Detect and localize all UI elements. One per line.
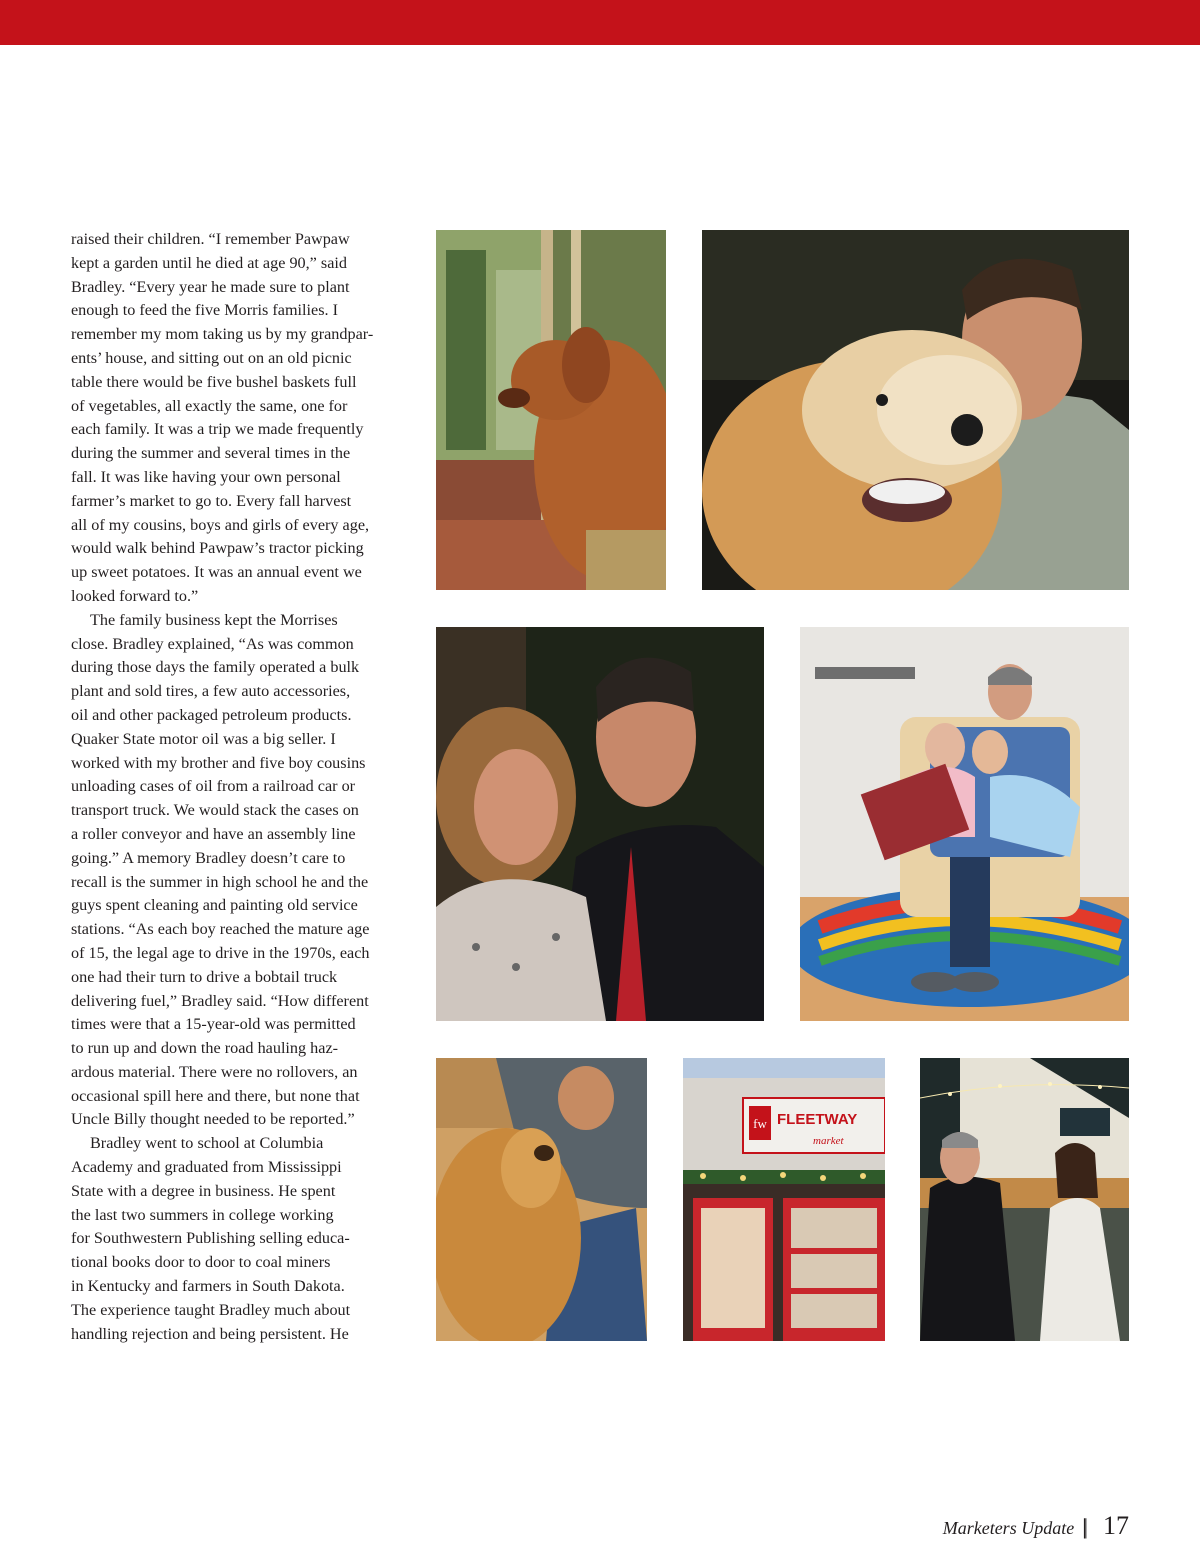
- text-line: unloading cases of oil from a railroad car or: [71, 777, 356, 796]
- text-line: recall is the summer in high school he and the: [71, 872, 369, 891]
- photo-fleetway-storefront: [683, 1058, 885, 1341]
- text-line: Bradley. “Every year he made sure to plant: [71, 277, 350, 296]
- text-line: up sweet potatoes. It was an annual event we: [71, 563, 362, 582]
- text-line: Uncle Billy thought needed to be reported.”: [71, 1110, 355, 1129]
- article-paragraph: [71, 228, 411, 609]
- text-line: a roller conveyor and have an assembly line: [71, 824, 356, 843]
- photo-dog-at-window: [436, 230, 666, 590]
- text-line: each family. It was a trip we made frequently: [71, 420, 364, 439]
- page-number: 17: [1103, 1511, 1129, 1540]
- photo-father-daughter-dance: [920, 1058, 1129, 1341]
- text-line: ardous material. There were no rollovers, an: [71, 1062, 358, 1081]
- text-line: handling rejection and being persistent. He: [71, 1324, 349, 1343]
- footer-divider: ||: [1082, 1514, 1085, 1539]
- text-line: going.” A memory Bradley doesn’t care to: [71, 848, 346, 867]
- text-line: ents’ house, and sitting out on an old picnic: [71, 348, 352, 367]
- storefront-logo: fw: [753, 1116, 767, 1131]
- text-line: during the summer and several times in the: [71, 444, 351, 463]
- article-body: [71, 228, 411, 1346]
- text-line: during those days the family operated a bulk: [71, 658, 360, 677]
- text-line: oil and other packaged petroleum products.: [71, 705, 352, 724]
- text-line: stations. “As each boy reached the mature age: [71, 920, 370, 939]
- text-line: close. Bradley explained, “As was common: [71, 634, 354, 653]
- text-line: would walk behind Pawpaw’s tractor picking: [71, 539, 364, 558]
- text-line: Academy and graduated from Mississippi: [71, 1158, 342, 1177]
- text-line: Quaker State motor oil was a big seller. I: [71, 729, 336, 748]
- text-line: plant and sold tires, a few auto accessories,: [71, 682, 351, 701]
- storefront-sign-script: market: [813, 1135, 844, 1147]
- text-line: in Kentucky and farmers in South Dakota.: [71, 1277, 345, 1296]
- storefront-sign-text: FLEETWAY: [777, 1111, 858, 1128]
- text-line: occasional spill here and there, but none that: [71, 1086, 360, 1105]
- text-line: of vegetables, all exactly the same, one for: [71, 396, 348, 415]
- text-line: fall. It was like having your own personal: [71, 467, 341, 486]
- text-line: for Southwestern Publishing selling educa-: [71, 1229, 350, 1248]
- text-line: remember my mom taking us by my grandpar-: [71, 325, 374, 344]
- text-line: looked forward to.”: [71, 586, 199, 605]
- page-footer: [943, 1511, 1129, 1543]
- text-line: table there would be five bushel baskets full: [71, 372, 357, 391]
- text-line: worked with my brother and five boy cousins: [71, 753, 366, 772]
- text-line: The family business kept the Morrises: [90, 610, 338, 629]
- publication-name: Marketers Update: [942, 1518, 1075, 1538]
- text-line: all of my cousins, boys and girls of every age,: [71, 515, 370, 534]
- text-line: raised their children. “I remember Pawpaw: [71, 230, 350, 248]
- text-line: tional books door to door to coal miners: [71, 1253, 331, 1272]
- text-line: transport truck. We would stack the cases on: [71, 801, 359, 820]
- text-line: of 15, the legal age to drive in the 1970s, each: [71, 943, 370, 962]
- article-paragraph: [71, 609, 411, 1133]
- text-line: one had their turn to drive a bobtail truck: [71, 967, 338, 986]
- photo-man-with-dog: [702, 230, 1129, 590]
- text-line: to run up and down the road hauling haz-: [71, 1039, 339, 1058]
- text-line: Bradley went to school at Columbia: [90, 1134, 324, 1153]
- text-line: kept a garden until he died at age 90,” said: [71, 253, 347, 272]
- photo-reading-to-children: [800, 627, 1129, 1021]
- photo-couple: [436, 627, 764, 1021]
- article-paragraph: [71, 1132, 411, 1346]
- text-line: State with a degree in business. He spent: [71, 1181, 336, 1200]
- text-line: delivering fuel,” Bradley said. “How different: [71, 991, 369, 1010]
- photo-man-kneeling-with-dog: [436, 1058, 647, 1341]
- top-accent-bar: [0, 0, 1200, 45]
- text-line: The experience taught Bradley much about: [71, 1300, 351, 1319]
- text-line: guys spent cleaning and painting old service: [71, 896, 358, 915]
- text-line: times were that a 15-year-old was permitted: [71, 1015, 356, 1034]
- text-line: farmer’s market to go to. Every fall harvest: [71, 491, 352, 510]
- text-line: enough to feed the five Morris families. I: [71, 301, 339, 320]
- text-line: the last two summers in college working: [71, 1205, 334, 1224]
